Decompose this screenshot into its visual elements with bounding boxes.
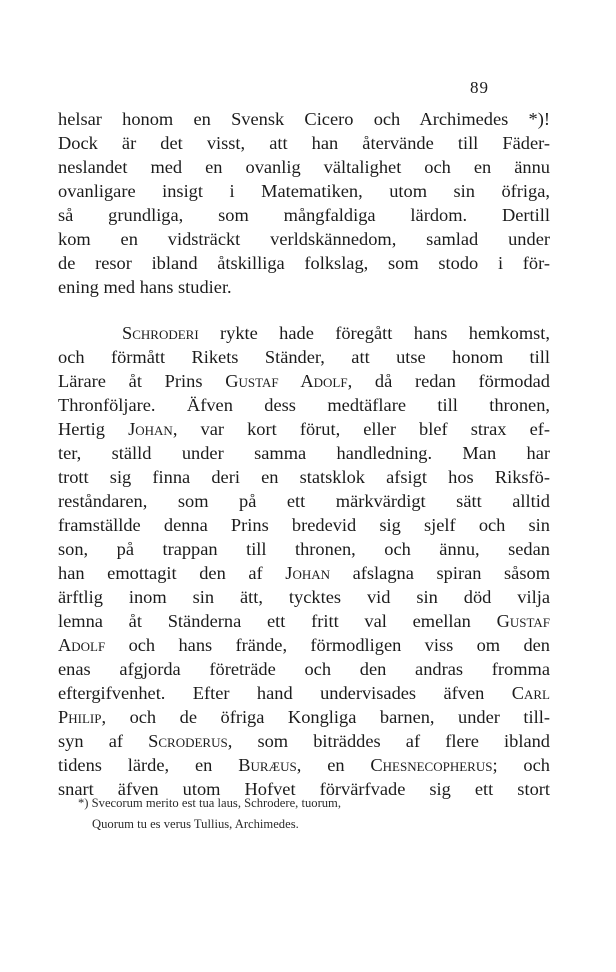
text-run: , som biträddes af flere ibland	[227, 731, 551, 751]
text-run: och hans frände, förmodligen viss om den	[105, 635, 550, 655]
name-smallcaps: Gustaf	[496, 611, 550, 631]
text-run: tidens lärde, en	[58, 755, 239, 775]
text-line	[58, 321, 550, 345]
text-line: trott sig finna deri en statsklok afsigt hos Riksfö-	[58, 467, 550, 487]
text-line	[58, 609, 550, 633]
paragraph-gap	[58, 299, 550, 321]
text-run: afslagna spiran såsom	[330, 563, 551, 583]
name-smallcaps: Buræus	[238, 755, 297, 775]
text-run: Hertig	[58, 419, 129, 439]
footnote-line: Quorum tu es verus Tullius, Archimedes.	[92, 817, 299, 831]
text-line: Thronföljare. Äfven dess medtäflare till thronen,	[58, 395, 550, 415]
text-line: snart äfven utom Hofvet förvärfvade sig ett stort	[58, 779, 550, 799]
text-line: kom en vidsträckt verldskännedom, samlad under	[58, 229, 550, 249]
text-line	[58, 681, 550, 705]
paragraph-1	[58, 107, 550, 299]
text-run: syn af	[58, 731, 149, 751]
paragraph-2	[58, 321, 550, 801]
text-line: så grundliga, som mångfaldiga lärdom. Dertill	[58, 205, 550, 225]
name-smallcaps: Carl	[511, 683, 550, 703]
text-line	[58, 753, 550, 777]
text-line	[58, 561, 550, 585]
text-run: eftergifvenhet. Efter hand undervisades äfven	[58, 683, 512, 703]
name-smallcaps: Chesnecopherus	[370, 755, 493, 775]
text-run: , en	[296, 755, 371, 775]
text-run: rykte hade föregått hans hemkomst,	[198, 323, 550, 343]
text-line: ter, ställd under samma handledning. Man har	[58, 443, 550, 463]
text-line: Dock är det visst, att han återvände till Fäder-	[58, 133, 550, 153]
text-line: son, på trappan till thronen, och ännu, sedan	[58, 539, 550, 559]
text-line: ening med hans studier.	[58, 277, 232, 297]
name-smallcaps: Philip	[58, 707, 102, 727]
text-line: ovanligare insigt i Matematiken, utom sin öfriga,	[58, 181, 550, 201]
text-line	[58, 729, 550, 753]
page-number: 89	[470, 78, 489, 97]
text-line	[58, 705, 550, 729]
footnote-line: *) Svecorum merito est tua laus, Schrodere, tuorum,	[78, 796, 342, 810]
text-run: lemna åt Ständerna ett fritt val emellan	[58, 611, 497, 631]
text-line	[58, 369, 550, 393]
text-line: ärftlig inom sin ätt, tycktes vid sin död vilja	[58, 587, 550, 607]
text-run: Lärare åt Prins	[58, 371, 226, 391]
name-smallcaps: Scroderus	[148, 731, 228, 751]
text-line: de resor ibland åtskilliga folkslag, som stodo i för-	[58, 253, 550, 273]
text-line: framställde denna Prins bredevid sig sjelf och sin	[58, 515, 550, 535]
text-run: ; och	[492, 755, 550, 775]
text-run: , då redan förmodad	[347, 371, 550, 391]
body-text	[58, 107, 550, 801]
footnote	[78, 793, 498, 835]
name-smallcaps: Gustaf Adolf	[225, 371, 348, 391]
text-line: neslandet med en ovanlig vältalighet och en ännu	[58, 157, 550, 177]
text-line: reståndaren, som på ett märkvärdigt sätt alltid	[58, 491, 550, 511]
text-line	[58, 417, 550, 441]
name-smallcaps: Adolf	[58, 635, 106, 655]
name-smallcaps: Johan	[285, 563, 330, 583]
text-run: , och de öfriga Kongliga barnen, under till-	[101, 707, 550, 727]
text-line: helsar honom en Svensk Cicero och Archimedes *)!	[58, 109, 550, 129]
text-run: han emottagit den af	[58, 563, 286, 583]
text-run: , var kort förut, eller blef strax ef-	[172, 419, 550, 439]
name-smallcaps: Johan	[128, 419, 173, 439]
name-smallcaps: Schroderi	[122, 323, 199, 343]
text-line	[58, 633, 550, 657]
text-line: enas afgjorda företräde och den andras fromma	[58, 659, 550, 679]
text-line: och förmått Rikets Ständer, att utse honom till	[58, 347, 550, 367]
